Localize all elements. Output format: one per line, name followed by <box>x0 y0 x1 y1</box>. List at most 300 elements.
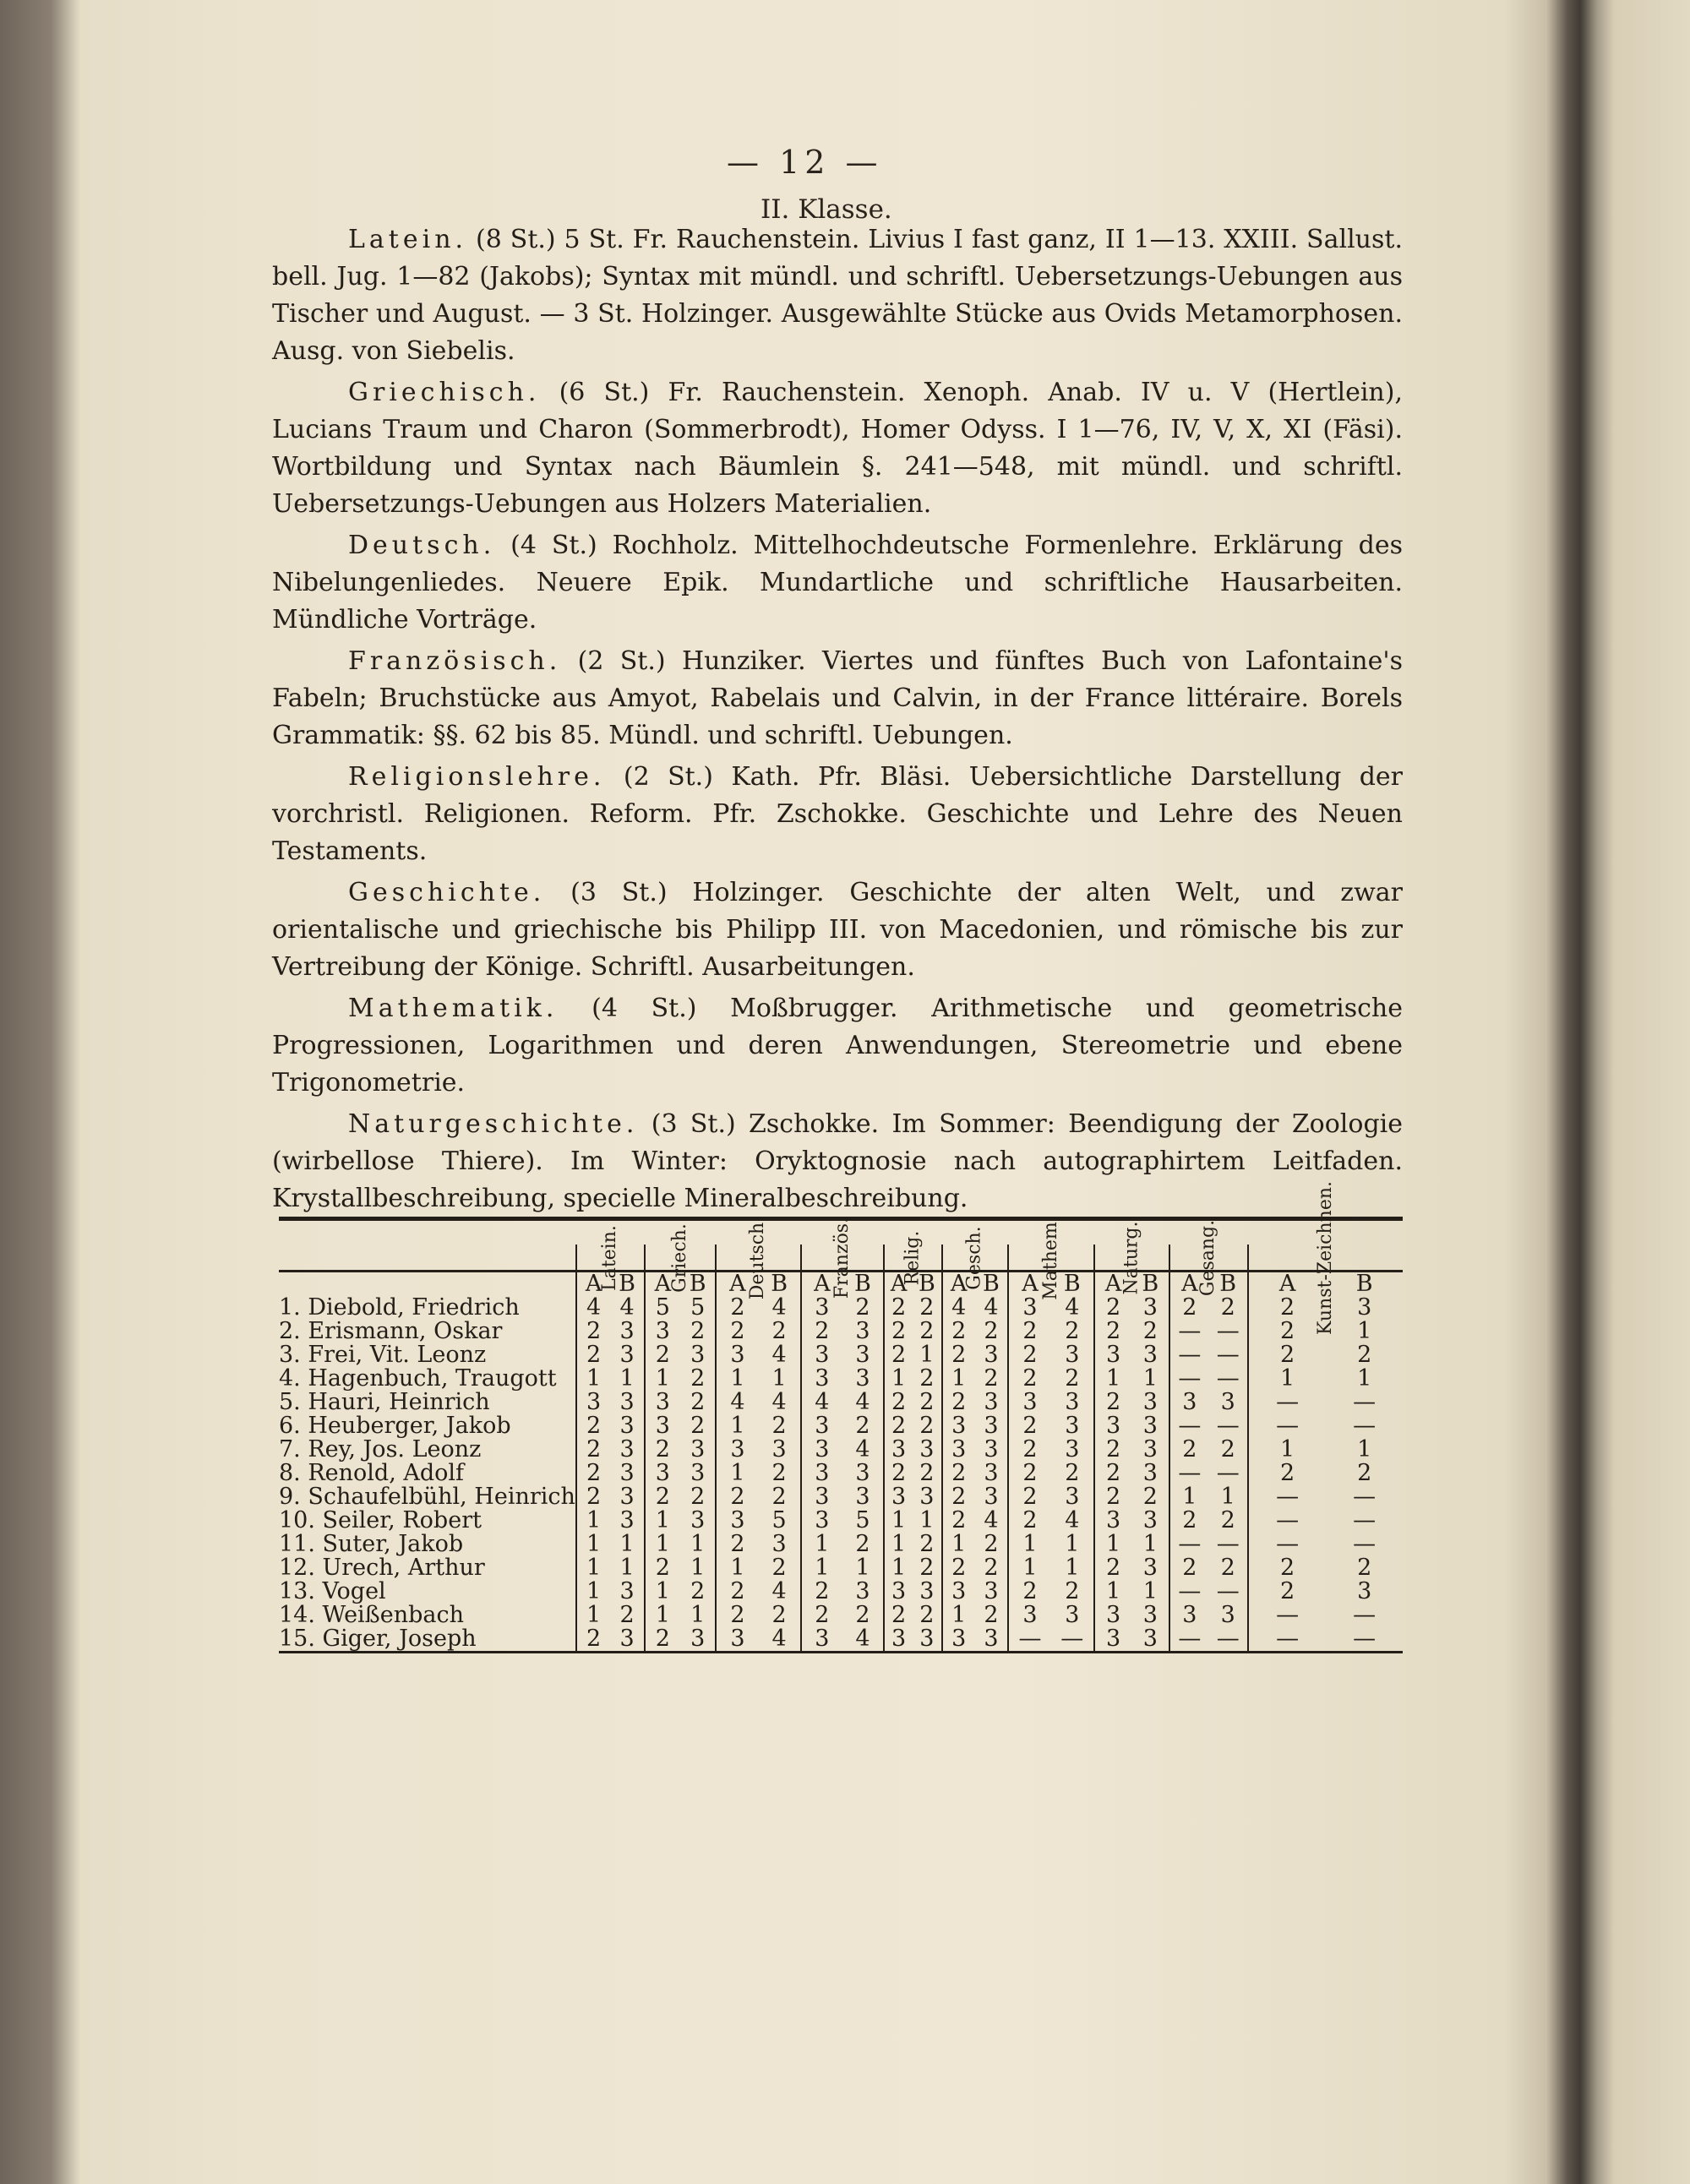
grade-cell: 2 <box>771 1413 787 1439</box>
grade-cell: 1 <box>1094 1367 1132 1391</box>
subheader-a: A <box>1248 1272 1326 1297</box>
grade-cell: 2 <box>716 1604 758 1627</box>
grade-cell: 2 <box>1220 1294 1235 1321</box>
grade-cell: 3 <box>1142 1602 1158 1628</box>
name-column-header <box>279 1244 576 1272</box>
grade-cell: 2 <box>576 1320 610 1343</box>
subject-label: Griechisch. <box>348 378 541 407</box>
grade-cell: 1 <box>1094 1580 1132 1604</box>
table-row <box>279 1604 1403 1627</box>
paragraph-text: (3 St.) Zschokke. Im Sommer: Beendigung der Zoologie (wirbellose Thiere). Im Winter: Oryktognosie nach autographirtem Leitfaden. Krystallbeschreibung, specielle Mineralbeschreibung. <box>272 1109 1403 1213</box>
grade-cell: 2 <box>942 1391 975 1414</box>
grade-cell: 1 <box>1357 1436 1372 1462</box>
grade-cell: 1 <box>1357 1318 1372 1344</box>
paragraph-geschichte <box>272 874 1403 986</box>
grade-cell: 3 <box>716 1627 758 1653</box>
name-subheader-cell <box>279 1272 576 1297</box>
grade-cell: 2 <box>576 1462 610 1485</box>
grade-cell: — <box>1248 1485 1326 1509</box>
grade-cell: 2 <box>1094 1556 1132 1580</box>
grade-cell: 2 <box>1008 1367 1051 1391</box>
grade-cell: 2 <box>942 1320 975 1343</box>
rule-cell <box>279 1653 1403 1678</box>
grade-cell: 3 <box>919 1436 935 1462</box>
student-name: 12. Urech, Arthur <box>279 1555 485 1581</box>
table-row <box>279 1462 1403 1485</box>
grade-cell: 2 <box>1248 1343 1326 1367</box>
subheader-b: B <box>610 1272 645 1297</box>
grade-cell: 2 <box>942 1462 975 1485</box>
grade-cell: — <box>1216 1365 1240 1392</box>
table-row <box>279 1485 1403 1509</box>
table-bottom-rule <box>279 1653 1403 1678</box>
paragraph-latein <box>272 221 1403 370</box>
grade-cell: 1 <box>884 1533 913 1556</box>
grade-cell: 3 <box>1008 1604 1051 1627</box>
grade-cell: 3 <box>619 1626 635 1652</box>
grade-cell: 1 <box>884 1556 913 1580</box>
grade-cell: 3 <box>1094 1604 1132 1627</box>
grade-cell: 2 <box>1065 1365 1080 1392</box>
subheader-b: B <box>1326 1272 1403 1297</box>
grade-cell: 4 <box>716 1391 758 1414</box>
paragraph-deutsch <box>272 527 1403 639</box>
grade-cell: 2 <box>1248 1462 1326 1485</box>
grade-cell: 2 <box>919 1365 935 1392</box>
grade-cell: 3 <box>1169 1391 1208 1414</box>
grade-cell: 3 <box>619 1342 635 1368</box>
grade-cell: 2 <box>716 1580 758 1604</box>
grade-cell: 2 <box>1008 1414 1051 1438</box>
grade-cell: 2 <box>716 1533 758 1556</box>
grade-cell: 2 <box>942 1485 975 1509</box>
subject-label: Französisch. <box>348 646 562 676</box>
grade-cell: 1 <box>1169 1485 1208 1509</box>
grade-cell: 2 <box>771 1555 787 1581</box>
grade-cell: 1 <box>1065 1555 1080 1581</box>
grade-cell: 3 <box>645 1462 680 1485</box>
grade-cell: — <box>1248 1627 1326 1653</box>
subject-column-label: Französ. <box>831 1217 853 1299</box>
grade-cell: — <box>1169 1320 1208 1343</box>
paragraph-text: (8 St.) 5 St. Fr. Rauchenstein. Livius I fast ganz, II 1—13. XXIII. Sallust. bell. Jug. 1—82 (Jakobs); Syntax mit mündl. und schriftl. Uebersetzungs-Uebungen aus Tischer und August. — 3 St. Holzinger. Ausgewählte Stücke aus Ovids Metamorphosen. Ausg. von Siebelis. <box>272 225 1403 366</box>
grade-cell: 3 <box>801 1462 842 1485</box>
grade-cell: 1 <box>1357 1365 1372 1392</box>
grade-cell: 5 <box>645 1296 680 1320</box>
grade-cell: 2 <box>801 1580 842 1604</box>
grade-cell: 4 <box>771 1389 787 1415</box>
grade-cell: 4 <box>619 1294 635 1321</box>
grade-cell: 2 <box>855 1294 870 1321</box>
grade-cell: 2 <box>1248 1556 1326 1580</box>
subheader-a: A <box>1094 1272 1132 1297</box>
grade-cell: 2 <box>984 1531 999 1557</box>
grade-cell: 2 <box>1357 1460 1372 1486</box>
grade-cell: — <box>1216 1626 1240 1652</box>
grade-cell: 2 <box>716 1320 758 1343</box>
grade-cell: 1 <box>1142 1531 1158 1557</box>
grade-cell: 2 <box>1169 1438 1208 1462</box>
grade-cell: 3 <box>645 1320 680 1343</box>
grade-cell: 2 <box>1357 1342 1372 1368</box>
grade-cell: 1 <box>942 1367 975 1391</box>
grade-cell: 2 <box>919 1460 935 1486</box>
subheader-b: B <box>1051 1272 1094 1297</box>
grade-cell: 3 <box>1142 1507 1158 1533</box>
subject-column-header <box>1008 1216 1094 1300</box>
table-row <box>279 1343 1403 1367</box>
grade-cell: 4 <box>1065 1294 1080 1321</box>
grade-cell: 1 <box>1248 1438 1326 1462</box>
subheader-b: B <box>1209 1272 1248 1297</box>
grade-cell: 2 <box>1094 1296 1132 1320</box>
grade-cell: 3 <box>1142 1413 1158 1439</box>
grade-cell: 4 <box>1065 1507 1080 1533</box>
student-name: 7. Rey, Jos. Leonz <box>279 1436 482 1462</box>
subject-column-header <box>716 1216 800 1300</box>
grade-cell: 2 <box>771 1602 787 1628</box>
grade-cell: 1 <box>942 1533 975 1556</box>
grade-cell: 2 <box>1065 1318 1080 1344</box>
grade-cell: 1 <box>855 1555 870 1581</box>
grade-cell: 1 <box>884 1509 913 1533</box>
grade-cell: 3 <box>716 1509 758 1533</box>
grade-cell: 2 <box>1248 1296 1326 1320</box>
grade-cell: 1 <box>1220 1484 1235 1510</box>
grade-cell: 2 <box>690 1578 706 1604</box>
grade-cell: 2 <box>645 1343 680 1367</box>
grade-cell: 2 <box>919 1318 935 1344</box>
subject-column-header <box>942 1226 1009 1290</box>
grade-cell: 3 <box>801 1296 842 1320</box>
grade-cell: 2 <box>1220 1507 1235 1533</box>
subject-column-label: Relig. <box>902 1230 924 1286</box>
grade-cell: 4 <box>855 1626 870 1652</box>
grade-cell: 3 <box>1065 1389 1080 1415</box>
subject-column-header <box>576 1225 645 1291</box>
subject-column-header <box>1094 1221 1170 1295</box>
grade-cell: 3 <box>619 1389 635 1415</box>
grade-cell: 3 <box>1357 1294 1372 1321</box>
grade-cell: — <box>1216 1531 1240 1557</box>
grades-table-body <box>279 1180 1403 1678</box>
table-row <box>279 1533 1403 1556</box>
paragraph-naturgeschichte <box>272 1106 1403 1217</box>
grade-cell: 3 <box>690 1460 706 1486</box>
grade-cell: — <box>1353 1626 1377 1652</box>
grade-cell: 2 <box>1094 1485 1132 1509</box>
grade-cell: 3 <box>1094 1627 1132 1653</box>
subject-label: Deutsch. <box>348 531 496 560</box>
grade-cell: 2 <box>1065 1578 1080 1604</box>
grade-cell: 2 <box>919 1389 935 1415</box>
grade-cell: 1 <box>576 1556 610 1580</box>
grade-cell: 1 <box>1248 1367 1326 1391</box>
grade-cell: 1 <box>690 1531 706 1557</box>
grade-cell: 2 <box>1220 1436 1235 1462</box>
page-number: — 12 — <box>727 144 883 181</box>
grade-cell: 1 <box>645 1533 680 1556</box>
grade-cell: 3 <box>984 1578 999 1604</box>
subject-label: Mathematik. <box>348 994 559 1023</box>
subject-label: Naturgeschichte. <box>348 1109 639 1139</box>
grade-cell: 3 <box>801 1509 842 1533</box>
grade-cell: 3 <box>919 1484 935 1510</box>
grade-cell: 2 <box>1142 1484 1158 1510</box>
grade-cell: — <box>1248 1604 1326 1627</box>
grade-cell: 3 <box>1065 1413 1080 1439</box>
grade-cell: 3 <box>716 1343 758 1367</box>
subject-column-label: Naturg. <box>1120 1221 1142 1295</box>
grade-cell: 2 <box>690 1484 706 1510</box>
grade-cell: 2 <box>884 1320 913 1343</box>
grade-cell: 3 <box>1065 1484 1080 1510</box>
grade-cell: 3 <box>942 1414 975 1438</box>
table-row <box>279 1296 1403 1320</box>
table-row <box>279 1414 1403 1438</box>
grade-cell: 3 <box>1142 1436 1158 1462</box>
grade-cell: 3 <box>619 1413 635 1439</box>
grade-cell: — <box>1216 1578 1240 1604</box>
grade-cell: 2 <box>576 1343 610 1367</box>
grade-cell: 2 <box>1248 1580 1326 1604</box>
section-heading: II. Klasse. <box>760 194 892 225</box>
grade-cell: 3 <box>619 1318 635 1344</box>
grade-cell: 2 <box>645 1627 680 1653</box>
grade-cell: 1 <box>1094 1533 1132 1556</box>
subject-column-label: Mathem. <box>1039 1216 1061 1300</box>
grade-cell: 2 <box>1008 1343 1051 1367</box>
grade-cell: — <box>1060 1626 1084 1652</box>
grade-cell: 2 <box>645 1438 680 1462</box>
student-name: 2. Erismann, Oskar <box>279 1318 503 1344</box>
paragraph-text: (4 St.) Rochholz. Mittelhochdeutsche Formenlehre. Erklärung des Nibelungenliedes. Neuere Epik. Mundartliche und schriftliche Hausarbeiten. Mündliche Vorträge. <box>272 531 1403 635</box>
grade-cell: 2 <box>801 1604 842 1627</box>
grade-cell: 3 <box>884 1485 913 1509</box>
subheader-b: B <box>759 1272 801 1297</box>
student-name: 3. Frei, Vit. Leonz <box>279 1342 487 1368</box>
grade-cell: 3 <box>690 1436 706 1462</box>
student-name: 11. Suter, Jakob <box>279 1531 464 1557</box>
grade-cell: 3 <box>771 1436 787 1462</box>
grade-cell: 3 <box>1142 1626 1158 1652</box>
grade-cell: 3 <box>645 1414 680 1438</box>
student-name: 6. Heuberger, Jakob <box>279 1413 511 1439</box>
grade-cell: 2 <box>919 1555 935 1581</box>
student-name: 15. Giger, Joseph <box>279 1626 477 1652</box>
grade-cell: 2 <box>716 1296 758 1320</box>
subheader-b: B <box>842 1272 884 1297</box>
subheader-a: A <box>942 1272 975 1297</box>
grade-cell: 2 <box>884 1391 913 1414</box>
grade-cell: 1 <box>645 1367 680 1391</box>
subject-column-label: Kunst-Zeichnen. <box>1314 1180 1336 1336</box>
grade-cell: 2 <box>942 1343 975 1367</box>
grade-cell: 3 <box>1065 1436 1080 1462</box>
grade-cell: 4 <box>942 1296 975 1320</box>
grade-cell: 2 <box>1357 1555 1372 1581</box>
grade-cell: 1 <box>576 1509 610 1533</box>
paragraph-text: (2 St.) Hunziker. Viertes und fünftes Buch von Lafontaine's Fabeln; Bruchstücke aus Amyot, Rabelais und Calvin, in der France littéraire. Borels Grammatik: §§. 62 bis 85. Mündl. und schriftl. Uebungen. <box>272 646 1403 750</box>
grade-cell: 1 <box>716 1414 758 1438</box>
table-row <box>279 1320 1403 1343</box>
grade-cell: — <box>1169 1414 1208 1438</box>
subheader-b: B <box>680 1272 716 1297</box>
grade-cell: 2 <box>576 1485 610 1509</box>
paragraph-mathematik <box>272 990 1403 1102</box>
grade-cell: 2 <box>1169 1509 1208 1533</box>
grade-cell: — <box>1248 1533 1326 1556</box>
grade-cell: 2 <box>884 1296 913 1320</box>
grade-cell: 2 <box>690 1389 706 1415</box>
grade-cell: 2 <box>576 1414 610 1438</box>
student-name: 4. Hagenbuch, Traugott <box>279 1365 557 1392</box>
grade-cell: — <box>1353 1484 1377 1510</box>
grade-cell: 2 <box>884 1604 913 1627</box>
grade-cell: 2 <box>645 1485 680 1509</box>
grade-cell: 3 <box>801 1343 842 1367</box>
grade-cell: 1 <box>619 1531 635 1557</box>
grade-cell: — <box>1353 1602 1377 1628</box>
subheader-a: A <box>1008 1272 1051 1297</box>
subject-column-header <box>645 1223 717 1293</box>
grade-cell: 3 <box>716 1438 758 1462</box>
grade-cell: — <box>1169 1462 1208 1485</box>
table-row <box>279 1391 1403 1414</box>
grade-cell: 2 <box>855 1531 870 1557</box>
grade-cell: 2 <box>919 1531 935 1557</box>
grade-cell: 2 <box>919 1413 935 1439</box>
grade-cell: 3 <box>984 1413 999 1439</box>
grade-cell: 2 <box>1008 1580 1051 1604</box>
grade-cell: 4 <box>771 1342 787 1368</box>
grade-cell: 1 <box>1008 1556 1051 1580</box>
grade-cell: 1 <box>801 1556 842 1580</box>
subheader-a: A <box>576 1272 610 1297</box>
grade-cell: 2 <box>690 1365 706 1392</box>
grade-cell: 3 <box>855 1460 870 1486</box>
grade-cell: 2 <box>884 1343 913 1367</box>
grade-cell: — <box>1248 1509 1326 1533</box>
table-row <box>279 1580 1403 1604</box>
table-row <box>279 1627 1403 1653</box>
grade-cell: — <box>1216 1342 1240 1368</box>
grade-cell: 3 <box>855 1484 870 1510</box>
student-name: 8. Renold, Adolf <box>279 1460 465 1486</box>
grade-cell: 1 <box>919 1342 935 1368</box>
grade-cell: — <box>1169 1627 1208 1653</box>
grade-cell: 5 <box>690 1294 706 1321</box>
subject-column-label: Griech. <box>669 1223 691 1293</box>
grade-cell: 3 <box>1142 1555 1158 1581</box>
grade-cell: 1 <box>645 1604 680 1627</box>
student-name: 9. Schaufelbühl, Heinrich <box>279 1484 575 1510</box>
grade-cell: 1 <box>619 1365 635 1392</box>
grade-cell: 3 <box>884 1627 913 1653</box>
grade-cell: — <box>1353 1413 1377 1439</box>
grade-cell: 1 <box>690 1602 706 1628</box>
grades-table <box>279 1180 1403 1677</box>
grade-cell: 3 <box>801 1367 842 1391</box>
grade-cell: 2 <box>919 1602 935 1628</box>
grade-cell: 1 <box>942 1604 975 1627</box>
grade-cell: 3 <box>690 1342 706 1368</box>
grade-cell: 2 <box>984 1365 999 1392</box>
grade-cell: 2 <box>1008 1438 1051 1462</box>
subheader-a: A <box>884 1272 913 1297</box>
grade-cell: 2 <box>619 1602 635 1628</box>
course-descriptions <box>272 221 1403 1222</box>
grade-cell: 2 <box>1065 1460 1080 1486</box>
grade-cell: 3 <box>984 1626 999 1652</box>
grade-cell: 2 <box>984 1318 999 1344</box>
grade-cell: 1 <box>576 1580 610 1604</box>
student-name: 1. Diebold, Friedrich <box>279 1294 520 1321</box>
grade-cell: 2 <box>801 1320 842 1343</box>
grade-cell: 3 <box>855 1342 870 1368</box>
grade-cell: 1 <box>716 1462 758 1485</box>
grade-cell: 3 <box>942 1627 975 1653</box>
grade-cell: 2 <box>855 1413 870 1439</box>
grade-cell: 3 <box>942 1438 975 1462</box>
grade-cell: 3 <box>1220 1389 1235 1415</box>
grade-cell: 2 <box>942 1556 975 1580</box>
grade-cell: 3 <box>984 1436 999 1462</box>
grade-cell: 2 <box>576 1627 610 1653</box>
paragraph-text: (3 St.) Holzinger. Geschichte der alten Welt, und zwar orientalische und griechische bis Philipp III. von Macedonien, und römische bis zur Vertreibung der Könige. Schriftl. Ausarbeitungen. <box>272 878 1403 982</box>
grade-cell: 3 <box>919 1626 935 1652</box>
grade-cell: — <box>1216 1318 1240 1344</box>
subheader-b: B <box>913 1272 941 1297</box>
grade-cell: 3 <box>1357 1578 1372 1604</box>
paragraph-text: (6 St.) Fr. Rauchenstein. Xenoph. Anab. IV u. V (Hertlein), Lucians Traum und Charon (Sommerbrodt), Homer Odyss. I 1—76, IV, V, X, XI (Fäsi). Wortbildung und Syntax nach Bäumlein §. 241—548, mit mündl. und schriftl. Uebersetzungs-Uebungen aus Holzers Materialien. <box>272 378 1403 519</box>
grade-cell: 4 <box>771 1578 787 1604</box>
grade-cell: 2 <box>1008 1320 1051 1343</box>
grade-cell: 2 <box>984 1555 999 1581</box>
grade-cell: 3 <box>1220 1602 1235 1628</box>
grade-cell: 3 <box>1008 1391 1051 1414</box>
grade-cell: 3 <box>919 1578 935 1604</box>
grade-cell: 5 <box>855 1507 870 1533</box>
grade-cell: 2 <box>1169 1556 1208 1580</box>
grade-cell: 3 <box>690 1626 706 1652</box>
grade-cell: — <box>1248 1414 1326 1438</box>
grade-cell: 3 <box>984 1484 999 1510</box>
grade-cell: 3 <box>984 1389 999 1415</box>
grade-cell: — <box>1169 1533 1208 1556</box>
student-name: 14. Weißenbach <box>279 1602 464 1628</box>
grade-cell: 4 <box>576 1296 610 1320</box>
grade-cell: 4 <box>771 1626 787 1652</box>
grade-cell: 1 <box>576 1367 610 1391</box>
paragraph-franzoesisch <box>272 643 1403 754</box>
table-header-row <box>279 1244 1403 1272</box>
table-row <box>279 1438 1403 1462</box>
table-row <box>279 1556 1403 1580</box>
grade-cell: 3 <box>645 1391 680 1414</box>
grade-cell: 3 <box>619 1460 635 1486</box>
subheader-a: A <box>645 1272 680 1297</box>
grade-cell: — <box>1216 1460 1240 1486</box>
grade-cell: 1 <box>801 1533 842 1556</box>
student-name: 13. Vogel <box>279 1578 386 1604</box>
grade-cell: 3 <box>1094 1509 1132 1533</box>
grade-cell: 3 <box>855 1365 870 1392</box>
subject-column-header <box>1248 1180 1403 1336</box>
grade-cell: 3 <box>1065 1342 1080 1368</box>
subject-label: Geschichte. <box>348 878 546 907</box>
subject-column-header <box>1169 1219 1248 1297</box>
